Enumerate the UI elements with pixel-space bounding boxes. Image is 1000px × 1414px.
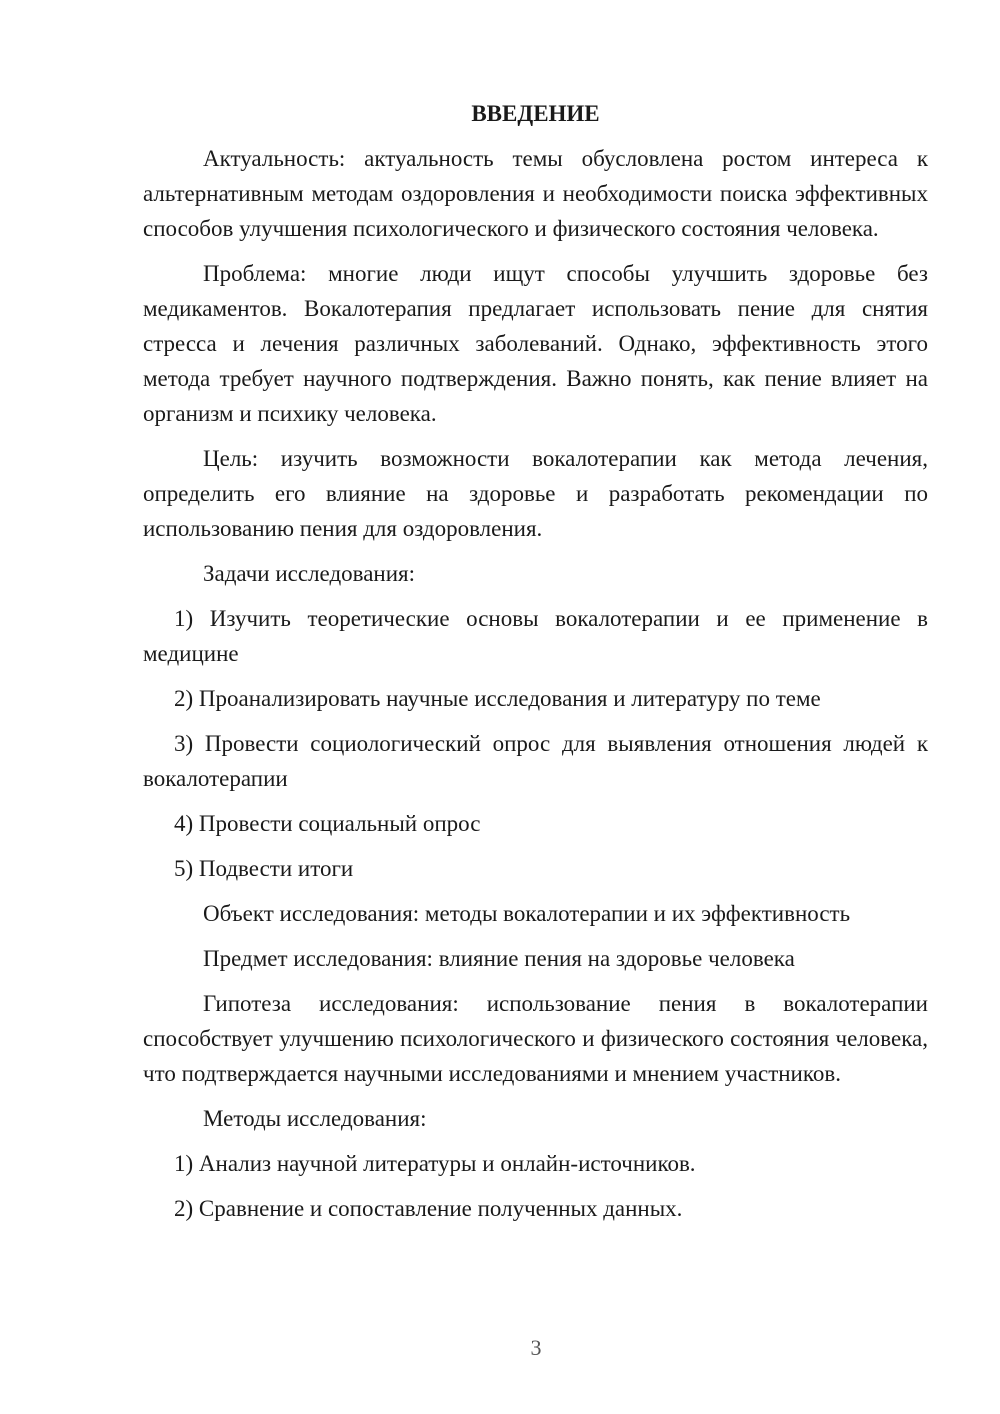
task-item-5: 5) Подвести итоги	[174, 856, 354, 881]
task-item-2: 2) Проанализировать научные исследования и литературу по теме	[174, 686, 821, 711]
page-content	[143, 96, 928, 1236]
methods-heading: Методы исследования:	[203, 1106, 427, 1131]
relevance-paragraph: Актуальность: актуальность темы обусловлена ростом интереса к альтернативным методам оздоровления и необходимости поиска эффективных способов улучшения психологического и физического состояния человека.	[143, 146, 928, 241]
task-item-4: 4) Провести социальный опрос	[174, 811, 481, 836]
task-item-3: 3) Провести социологический опрос для выявления отношения людей к вокалотерапии	[143, 731, 928, 791]
method-item-1: 1) Анализ научной литературы и онлайн-источников.	[174, 1151, 696, 1176]
subject-paragraph: Предмет исследования: влияние пения на здоровье человека	[203, 946, 795, 971]
method-item-2: 2) Сравнение и сопоставление полученных данных.	[174, 1196, 683, 1221]
hypothesis-paragraph: Гипотеза исследования: использование пения в вокалотерапии способствует улучшению психологического и физического состояния человека, что подтверждается научными исследованиями и мнением участников.	[143, 991, 928, 1086]
tasks-heading: Задачи исследования:	[203, 561, 416, 586]
task-item-1: 1) Изучить теоретические основы вокалотерапии и ее применение в медицине	[143, 606, 928, 666]
goal-paragraph: Цель: изучить возможности вокалотерапии как метода лечения, определить его влияние на здоровье и разработать рекомендации по использованию пения для оздоровления.	[143, 446, 928, 541]
object-paragraph: Объект исследования: методы вокалотерапии и их эффективность	[203, 901, 851, 926]
page-number: 3	[530, 1335, 542, 1360]
section-title: ВВЕДЕНИЕ	[471, 101, 600, 126]
problem-paragraph: Проблема: многие люди ищут способы улучшить здоровье без медикаментов. Вокалотерапия предлагает использовать пение для снятия стресса и лечения различных заболеваний. Однако, эффективность этого метода требует научного подтверждения. Важно понять, как пение влияет на организм и психику человека.	[143, 261, 928, 426]
